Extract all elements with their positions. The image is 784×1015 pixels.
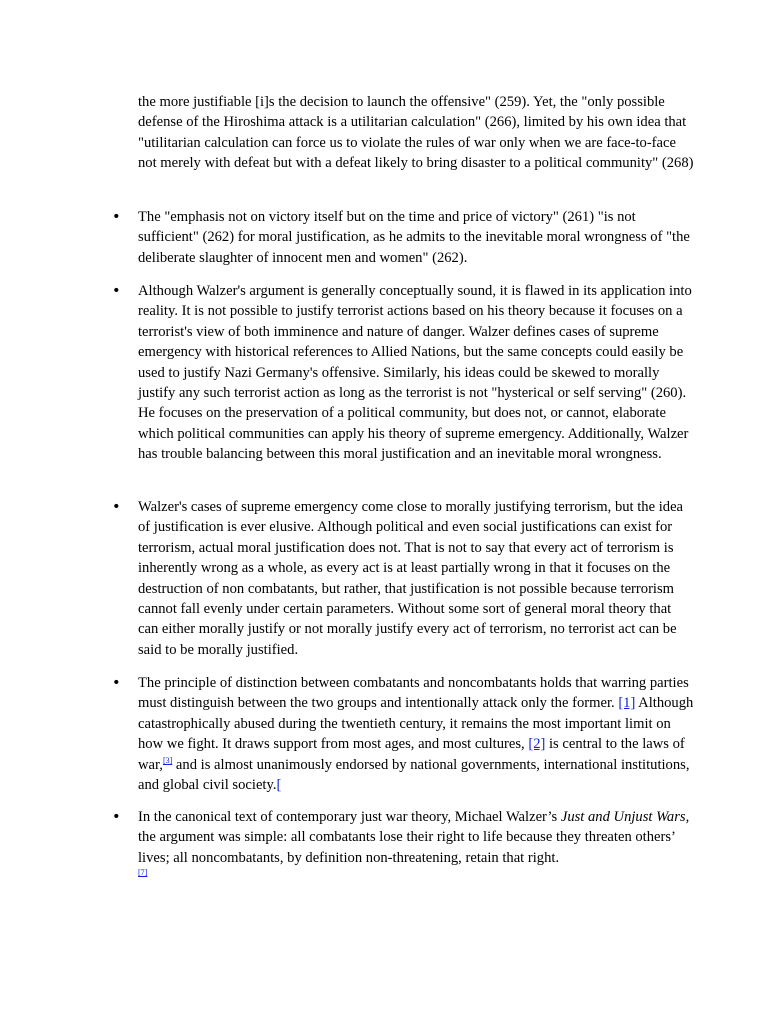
bullet-marker: •	[112, 282, 121, 299]
bullet-paragraph-distinction	[138, 673, 694, 795]
bullet-paragraph-walzer-text	[138, 807, 694, 868]
walzer-text-2: , the argument was simple: all combatants lose their right to life because they threaten others’ lives; all noncombatants, by definition non-threatening, retain that right.	[138, 809, 690, 866]
bullet-marker: •	[112, 208, 121, 225]
book-title: Just and Unjust Wars	[560, 809, 686, 825]
bullet-marker: •	[112, 674, 121, 691]
distinction-text-1: The principle of distinction between combatants and noncombatants holds that warring parties must distinguish between the two groups and intentionally attack only the former.	[138, 675, 689, 712]
distinction-text-3: is central to the laws of war,	[138, 736, 685, 773]
footnote-link-3[interactable]: [3]	[162, 755, 173, 765]
bullet-paragraph-walzer-flaw: Although Walzer's argument is generally conceptually sound, it is flawed in its application into reality. It is not possible to justify terrorist actions based on his theory because it focuses on a terrorist's view of both imminence and nature of danger. Walzer defines cases of supreme emergency with historical references to Allied Nations, but the same concepts could easily be used to justify Nazi Germany's offensive. Similarly, his ideas could be skewed to morally justify any such terrorist action as long as the terrorist is not "hysterical or self serving" (260). He focuses on the preservation of a political community, but does not, or cannot, elaborate which political communities can apply his theory of supreme emergency. Additionally, Walzer has trouble balancing between this moral justification and an inevitable moral wrongness.	[138, 283, 692, 463]
distinction-text-4: and is almost unanimously endorsed by national governments, international institutions, and global civil society.	[138, 756, 690, 794]
footnote-link-7[interactable]: [7]	[138, 868, 148, 877]
continuation-paragraph: the more justifiable [i]s the decision to launch the offensive" (259). Yet, the "only possible defense of the Hiroshima attack is a utilitarian calculation" (266), limited by his own idea that "utilitarian calculation can force us to violate the rules of war only when we are face-to-face not merely with defeat but with a defeat likely to bring disaster to a political community" (268)	[138, 94, 694, 172]
footnote-link-4[interactable]: [	[276, 777, 282, 794]
footnote-link-2[interactable]: [2]	[528, 736, 546, 753]
bullet-paragraph-victory: The "emphasis not on victory itself but on the time and price of victory" (261) "is not sufficient" (262) for moral justification, as he admits to the inevitable moral wrongness of "the deliberate slaughter of innocent men and women" (262).	[138, 209, 690, 266]
walzer-text-1: In the canonical text of contemporary just war theory, Michael Walzer’s	[138, 809, 561, 825]
footnote-link-1[interactable]: [1]	[618, 695, 636, 712]
bullet-marker: •	[112, 808, 121, 825]
bullet-marker: •	[112, 498, 121, 515]
bullet-paragraph-supreme-emergency: Walzer's cases of supreme emergency come close to morally justifying terrorism, but the idea of justification is ever elusive. Although political and even social justifications can exist for terrorism, actual moral justification does not. That is not to say that every act of terrorism is inherently wrong as a whole, as every act is at least partially wrong in that it focuses on the destruction of non combatants, but rather, that justification is not possible because terrorism cannot fall evenly under certain parameters. Without some sort of general moral theory that can either morally justify or not morally justify every act of terrorism, no terrorist act can be said to be morally justified.	[138, 499, 684, 658]
footnote-ref-7	[138, 868, 147, 878]
distinction-text-2: Although catastrophically abused during the twentieth century, it remains the most important limit on how we fight. It draws support from most ages, and most cultures,	[138, 695, 694, 753]
